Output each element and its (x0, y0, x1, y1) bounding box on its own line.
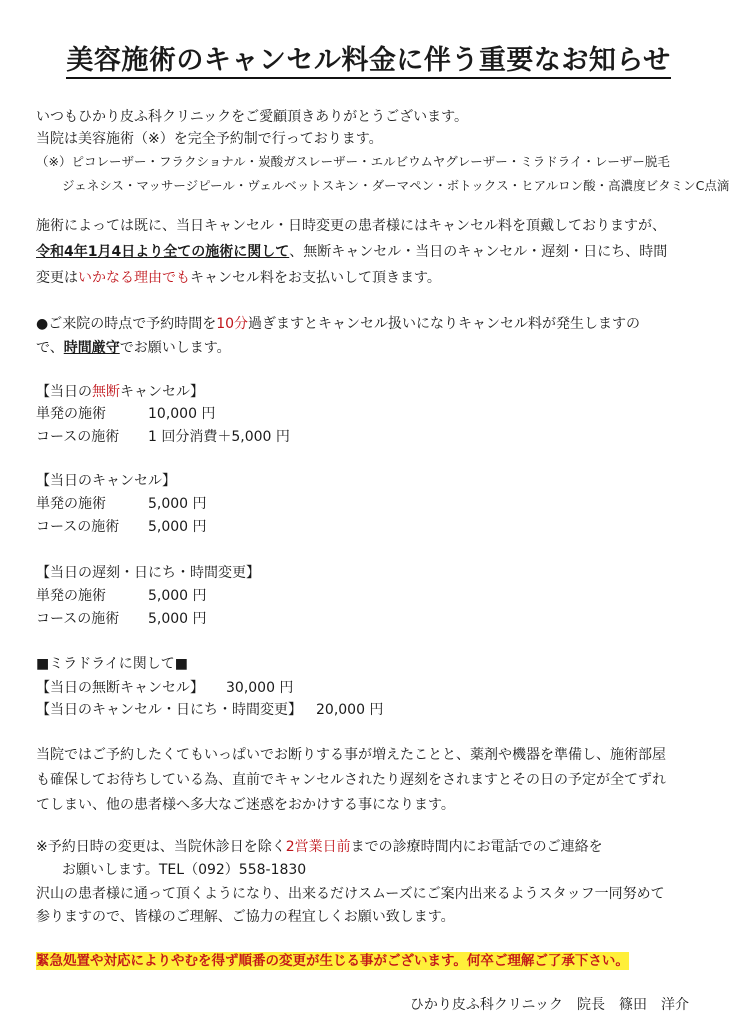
policy-line-3 (36, 269, 441, 287)
urgent-notice (36, 952, 629, 970)
change-line-1-a: ※予約日時の変更は、当院休診日を除く (36, 839, 286, 855)
miradry-cancel-label: 【当日のキャンセル・日にち・時間変更】 (36, 702, 302, 718)
change-line-4: 参りますので、皆様のご理解、ご協力の程宜しくお願い致します。 (36, 909, 455, 925)
policy-line-2 (36, 243, 667, 261)
policy-effective-date: 令和4年1月4日より全ての施術に関して (36, 244, 290, 260)
signature: ひかり皮ふ科クリニック 院長 篠田 洋介 (409, 997, 689, 1013)
business-days: 2営業日前 (285, 839, 351, 855)
intro-line-1: いつもひかり皮ふ科クリニックをご愛顧頂きありがとうございます。 (36, 109, 469, 125)
noshow-head-a: 【当日の (36, 384, 92, 400)
late-line-1-a: ●ご来院の時点で予約時間を (36, 316, 217, 332)
policy-line-3-c: キャンセル料をお支払いして頂きます。 (190, 270, 441, 286)
cancel-course-label: コースの施術 (36, 519, 120, 535)
late-change-single-label: 単発の施術 (36, 588, 106, 604)
cancel-single-price: 5,000 円 (148, 496, 207, 512)
late-line-2-c: でお願いします。 (119, 340, 231, 356)
cancel-course-price: 5,000 円 (148, 519, 207, 535)
miradry-heading: ■ミラドライに関して■ (36, 656, 189, 672)
intro-line-2: 当院は美容施術（※）を完全予約制で行っております。 (36, 131, 383, 147)
page-title (0, 38, 737, 77)
noshow-course-price: 1 回分消費＋5,000 円 (148, 429, 290, 445)
reason-line-1: 当院ではご予約したくてもいっぱいでお断りする事が増えたことと、薬剤や機器を準備し、施術部屋 (36, 747, 666, 763)
late-change-heading: 【当日の遅刻・日にち・時間変更】 (36, 565, 260, 581)
late-change-course-price: 5,000 円 (148, 611, 207, 627)
treatment-list-line-2: ジェネシス・マッサージピール・ヴェルベットスキン・ダーマペン・ボトックス・ヒアルロン酸・高濃度ビタミンC点滴 (62, 178, 730, 193)
policy-line-2-rest: 、無断キャンセル・当日のキャンセル・遅刻・日にち、時間 (289, 244, 668, 260)
urgent-notice-text: 緊急処置や対応によりやむを得ず順番の変更が生じる事がございます。何卒ご理解ご了承下さい。 (36, 953, 629, 969)
change-line-1-c: までの診療時間内にお電話でのご連絡を (350, 839, 603, 855)
treatment-list-line-1: （※）ピコレーザー・フラクショナル・炭酸ガスレーザー・エルビウムヤグレーザー・ミラドライ・レーザー脱毛 (36, 154, 670, 169)
late-change-course-label: コースの施術 (36, 611, 120, 627)
late-change-single-price: 5,000 円 (148, 588, 207, 604)
miradry-cancel-price: 20,000 円 (316, 702, 384, 718)
miradry-noshow-price: 30,000 円 (226, 680, 294, 696)
punctuality: 時間厳守 (63, 340, 120, 356)
policy-any-reason: いかなる理由でも (78, 270, 190, 286)
late-line-1-c: 過ぎますとキャンセル扱いになりキャンセル料が発生しますの (248, 316, 641, 332)
late-minutes: 10分 (216, 316, 249, 332)
page-title-text: 美容施術のキャンセル料金に伴う重要なお知らせ (66, 45, 670, 79)
change-line-2-phone: お願いします。TEL（092）558-1830 (62, 862, 307, 878)
noshow-head-b: 無断 (92, 384, 120, 400)
cancel-heading: 【当日のキャンセル】 (36, 473, 176, 489)
noshow-course-label: コースの施術 (36, 429, 120, 445)
late-line-2 (36, 339, 231, 357)
noshow-single-label: 単発の施術 (36, 406, 106, 422)
change-line-1 (36, 838, 603, 856)
noshow-head-c: キャンセル】 (120, 384, 204, 400)
policy-line-1: 施術によっては既に、当日キャンセル・日時変更の患者様にはキャンセル料を頂戴しておりますが、 (36, 218, 666, 234)
policy-line-3-a: 変更は (36, 270, 78, 286)
reason-line-3: てしまい、他の患者様へ多大なご迷惑をおかけする事になります。 (36, 797, 455, 813)
reason-line-2: も確保してお待ちしている為、直前でキャンセルされたり遅刻をされますとその日の予定が全てずれ (36, 772, 666, 788)
noshow-single-price: 10,000 円 (148, 406, 216, 422)
change-line-3: 沢山の患者様に通って頂くようになり、出来るだけスムーズにご案内出来るようスタッフ一同努めて (36, 886, 665, 902)
noshow-heading (36, 383, 204, 401)
late-line-2-a: で、 (36, 340, 64, 356)
miradry-noshow-label: 【当日の無断キャンセル】 (36, 680, 204, 696)
cancel-single-label: 単発の施術 (36, 496, 106, 512)
late-line-1 (36, 315, 640, 333)
